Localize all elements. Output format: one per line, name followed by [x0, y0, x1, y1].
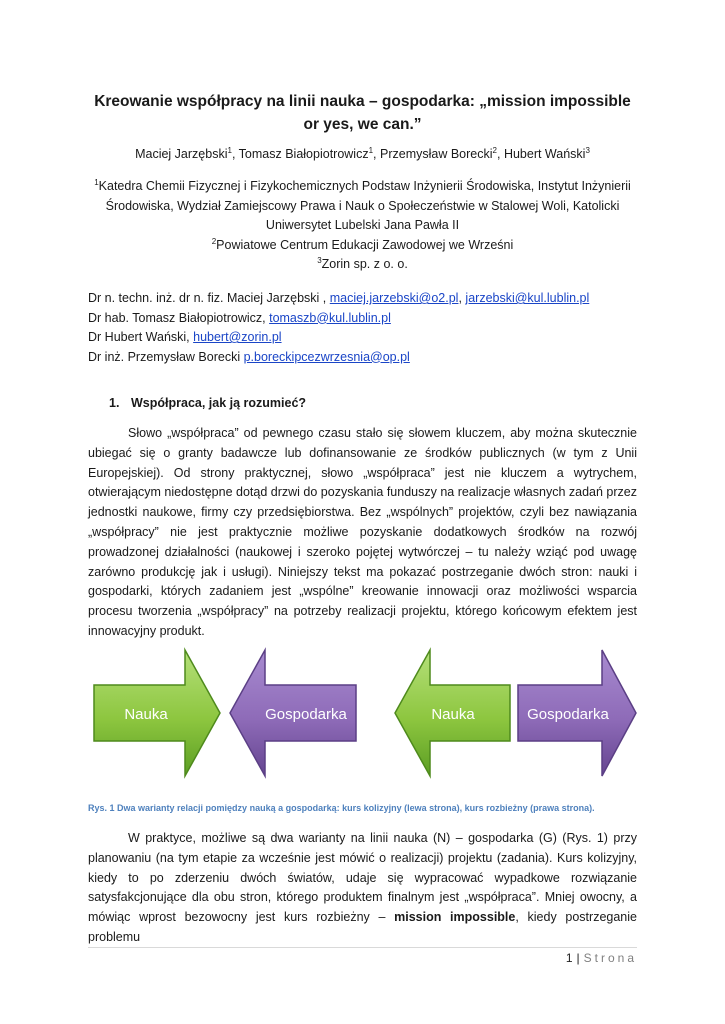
page-word: Strona	[583, 951, 637, 965]
emphasis: mission impossible	[394, 910, 516, 925]
affiliation: $^3$Zorin sp. z o. o.	[317, 255, 408, 271]
email-link[interactable]: tomaszb@kul.lublin.pl	[269, 310, 391, 325]
diagram-label: Gospodarka	[527, 706, 609, 723]
body-paragraph: Słowo „współpraca” od pewnego czasu stało się słowem kluczem, aby można skutecznie ubiegać się o granty badawcze lub dofinansowanie ze środków publicznych (w tym z Unii Europejskiej). Od strony praktycznej, słowo „współpraca” jest nie kluczem a wytrychem, otwierającym niedostępne dotąd drzwi do pozyskania funduszy na realizacje własnych zadań przez jednostki naukowe, firmy czy przedsiębiorstwa. Bez „wspólnych” projektów, czyli bez nawiązania „współpracy” nie jest praktycznie możliwe pozyskanie dodatkowych środków na rozwój prowadzonej działalności (naukowej i szeroko pojętej wytwórczej – tu należy wziąć pod uwagę zarówno produkcję jak i usługi). Niniejszy tekst ma pokazać postrzeganie dwóch stron: nauki i gospodarki, których zadaniem jest „wspólne” kreowanie innowacji oraz możliwości wsparcia procesu tworzenia „współpracy” na potrzeby realizacji projektu, którego końcowym efektem jest innowacyjny produkt.	[88, 426, 637, 638]
page-number: 1	[565, 951, 573, 965]
section-number: 1.	[109, 396, 120, 410]
body-paragraph: W praktyce, możliwe są dwa warianty na linii nauka (N) – gospodarka (G) (Rys. 1) przy planowaniu (na tym etapie za wcześnie jest mówić o realizacji) projektu (zadania). Kurs kolizyjny, kiedy to po zderzeniu dwóch światów, udaje się wypracować wypadkowe rozwiązanie satysfakcjonujące dla obu stron, którego produktem finalnym jest „współpraca”. Mniej owocny, a mówiąc wprost bezowocny jest kurs rozbieżny – mission impossible, kiedy postrzeganie problemu	[88, 831, 637, 944]
document-title: Kreowanie współpracy na linii nauka – gospodarka: „mission impossible or yes, we can.”	[94, 93, 631, 133]
affiliations	[90, 177, 635, 275]
diagram-label: Nauka	[431, 706, 475, 723]
email-link[interactable]: jarzebski@kul.lublin.pl	[465, 291, 590, 305]
footer-separator: |	[576, 951, 580, 965]
contact-line: Dr inż. Przemysław Borecki p.boreckipcezwrzesnia@op.pl	[88, 349, 410, 364]
section-heading	[109, 396, 306, 410]
affiliation: $^1$Katedra Chemii Fizycznej i Fizykochemicznych Podstaw Inżynierii Środowiska, Instytut Inżynierii Środowiska, Wydział Zamiejscowy Prawa i Nauk o Społeczeństwie w Stalowej Woli, Katolicki Uniwersytet Lubelski Jana Pawła II	[94, 177, 631, 232]
email-link[interactable]: maciej.jarzebski@o2.pl	[329, 291, 459, 305]
footer-divider	[88, 947, 637, 948]
contact-line: Dr Hubert Wański, hubert@zorin.pl	[88, 330, 282, 344]
contact-list	[88, 289, 648, 367]
author-list	[90, 146, 635, 162]
author: Hubert Wański$^3$	[503, 145, 590, 161]
section-title: Współpraca, jak ją rozumieć?	[131, 396, 307, 410]
author: Przemysław Borecki$^2$,	[380, 145, 504, 161]
figure-caption: Rys. 1 Dwa warianty relacji pomiędzy nauką a gospodarką: kurs kolizyjny (lewa strona), kurs rozbieżny (prawa strona).	[88, 803, 595, 813]
email-link[interactable]: hubert@zorin.pl	[193, 330, 282, 344]
email-link[interactable]: p.boreckipcezwrzesnia@op.pl	[243, 349, 410, 364]
contact-line: Dr hab. Tomasz Białopiotrowicz, tomaszb@kul.lublin.pl	[88, 310, 391, 325]
author: Maciej Jarzębski$^1$,	[135, 145, 239, 161]
diagram-label: Nauka	[124, 706, 168, 723]
page-footer	[566, 951, 637, 965]
author: Tomasz Białopiotrowicz$^1$,	[238, 145, 380, 161]
relation-diagram	[90, 645, 640, 785]
diagram-label: Gospodarka	[265, 706, 347, 723]
contact-line: Dr n. techn. inż. dr n. fiz. Maciej Jarzębski , maciej.jarzebski@o2.pl, jarzebski@kul.lublin.pl	[88, 291, 590, 305]
affiliation: $^2$Powiatowe Centrum Edukacji Zawodowej we Wrześni	[211, 236, 514, 252]
